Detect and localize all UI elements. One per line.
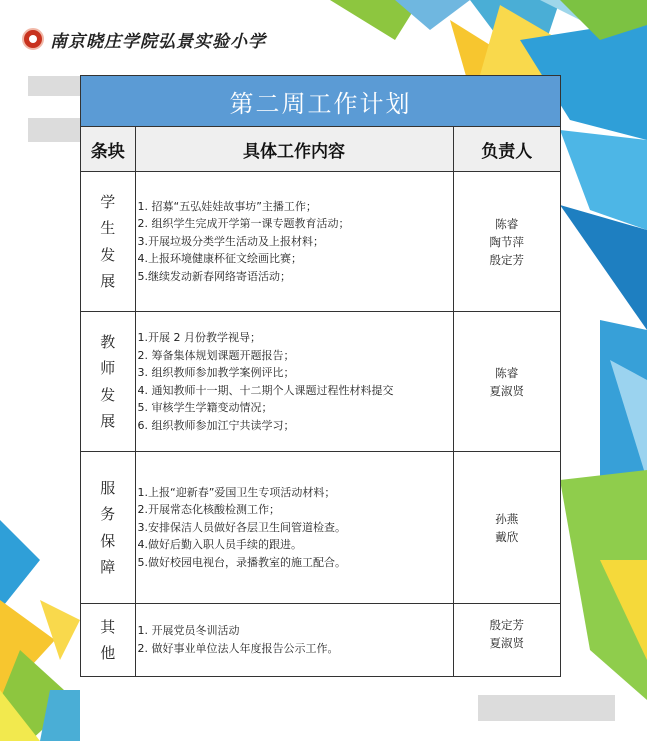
- plan-title: 第二周工作计划: [81, 76, 560, 127]
- owner-name: 殷定芳: [489, 618, 524, 632]
- school-name: 南京晓庄学院弘景实验小学: [50, 31, 266, 52]
- work-item: 1. 招募“五弘娃娃故事坊”主播工作；: [137, 199, 317, 213]
- header-row: [81, 127, 560, 172]
- header-content: 具体工作内容: [135, 127, 453, 172]
- owner-name: 戴欣: [495, 529, 519, 544]
- work-item: 5.继续发动新春网络寄语活动；: [137, 269, 291, 283]
- category-label: 教师发展: [100, 333, 116, 430]
- work-item: 3.开展垃圾分类学生活动及上报材料；: [137, 234, 324, 248]
- section-row: [81, 172, 560, 312]
- work-item: 2. 筹备集体规划课题开题报告；: [137, 348, 295, 362]
- category-label: 学生发展: [100, 193, 116, 290]
- work-item: 5. 审核学生学籍变动情况；: [137, 401, 273, 414]
- section-row: [81, 312, 560, 452]
- section-category: [81, 172, 135, 312]
- section-category: [81, 604, 135, 676]
- owner-name: 夏淑贤: [489, 383, 524, 398]
- work-item: 1. 开展党员冬训活动: [137, 624, 240, 638]
- header-category: 条块: [81, 127, 135, 172]
- section-category: [81, 312, 135, 452]
- school-logo: [22, 26, 266, 52]
- category-label: 服务保障: [100, 479, 116, 576]
- work-item: 6. 组织教师参加江宁共读学习；: [137, 418, 295, 432]
- work-item: 4.做好后勤入职人员手续的跟进。: [137, 538, 302, 552]
- work-item: 2. 做好事业单位法人年度报告公示工作。: [137, 641, 339, 655]
- section-items: [135, 604, 453, 676]
- section-owners: [453, 312, 560, 452]
- owner-name: 陶节萍: [489, 234, 524, 249]
- owner-name: 陈睿: [495, 216, 519, 231]
- owner-name: 夏淑贤: [489, 636, 524, 650]
- work-plan-table: [80, 75, 561, 677]
- section-items: [135, 172, 453, 312]
- work-item: 2. 组织学生完成开学第一课专题教育活动；: [137, 217, 350, 231]
- section-category: [81, 452, 135, 604]
- header-owner: 负责人: [453, 127, 560, 172]
- work-item: 1.开展 2 月份教学视导；: [137, 331, 261, 344]
- work-item: 2.开展常态化核酸检测工作；: [137, 503, 280, 517]
- section-row: [81, 452, 560, 604]
- section-owners: [453, 172, 560, 312]
- work-item: 1.上报“迎新春”爱国卫生专项活动材料；: [137, 485, 336, 499]
- owner-name: 陈睿: [495, 365, 519, 380]
- work-item: 4.上报环境健康杯征文绘画比赛；: [137, 252, 302, 266]
- work-item: 5.做好校园电视台，录播教室的施工配合。: [137, 555, 346, 569]
- decor-bar: [478, 695, 615, 721]
- work-item: 3.安排保洁人员做好各层卫生间管道检查。: [137, 520, 346, 534]
- owner-name: 孙燕: [495, 511, 519, 526]
- school-seal-icon: [22, 28, 44, 50]
- section-owners: [453, 452, 560, 604]
- section-row: [81, 604, 560, 676]
- work-item: 3. 组织教师参加教学案例评比；: [137, 366, 295, 379]
- work-item: 4. 通知教师十一期、十二期个人课题过程性材料提交: [137, 383, 394, 397]
- section-items: [135, 312, 453, 452]
- plan-grid: [81, 127, 560, 676]
- section-items: [135, 452, 453, 604]
- section-owners: [453, 604, 560, 676]
- category-label: 其他: [100, 617, 116, 662]
- owner-name: 殷定芳: [489, 252, 524, 267]
